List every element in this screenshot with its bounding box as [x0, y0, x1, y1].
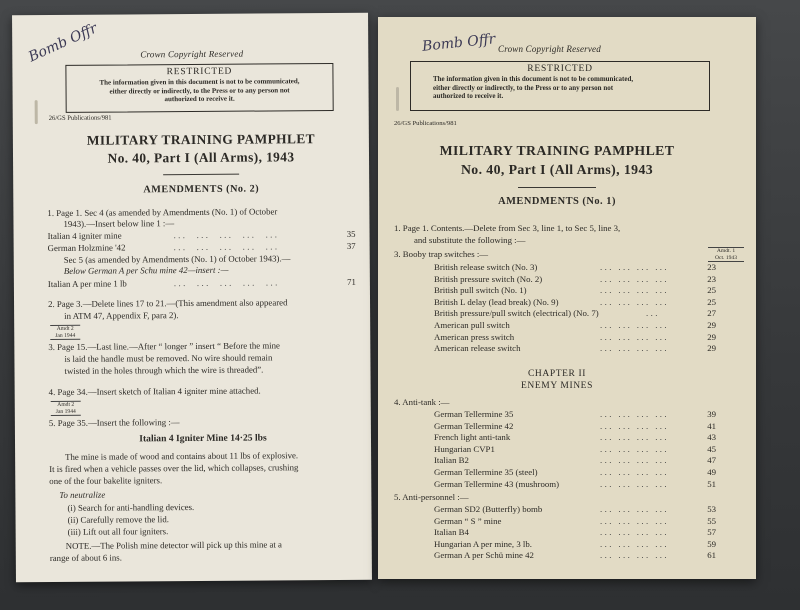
page-number: 35 — [346, 228, 356, 239]
amendments-heading: AMENDMENTS (No. 2) — [143, 183, 260, 196]
restricted-text-line: authorized to receive it. — [164, 94, 235, 104]
dot-leader: ... ... ... ... — [600, 331, 669, 342]
contents-entry: American release switch — [434, 343, 521, 354]
amendment-line: twisted in the holes through which the wire is threaded”. — [64, 364, 264, 376]
amendment-line: Sec 5 (as amended by Amendments (No. 1) of October 1943).— — [63, 253, 291, 265]
contents-entry: British release switch (No. 3) — [434, 262, 538, 272]
section-heading: 4. Anti-tank :— — [394, 397, 450, 407]
stamp-date: Jan 1944 — [55, 408, 76, 415]
document-title: MILITARY TRAINING PAMPHLET — [86, 131, 316, 148]
amendment-line: 3. Page 15.—Last line.—After “ longer ” insert “ Before the mine — [48, 340, 280, 353]
contents-entry: American press switch — [434, 331, 515, 342]
restricted-text-line: The information given in this document is not to be communicated, — [99, 77, 300, 87]
pamphlet-amendments-2 — [12, 13, 372, 582]
contents-entry: British pressure switch (No. 2) — [434, 273, 543, 284]
restricted-text-line: either directly or indirectly, to the Press or to any person not — [433, 83, 614, 92]
dot-leader: ... ... ... ... ... — [173, 229, 280, 241]
contents-entry: German “ S ” mine — [434, 515, 502, 526]
document-subtitle: No. 40, Part I (All Arms), 1943 — [107, 149, 295, 166]
dot-leader: ... ... ... ... — [600, 343, 669, 354]
section-heading: 5. Anti-personnel :— — [394, 492, 469, 502]
body-text: It is fired when a vehicle passes over the lid, which collapses, crushing — [49, 462, 299, 475]
step-item: (iii) Lift out all four igniters. — [67, 526, 169, 537]
amendment-line: is laid the handle must be removed. No wire should remain — [64, 352, 273, 364]
contents-entry: German Tellermine 43 (mushroom) — [434, 478, 560, 489]
amendment-line: 1. Page 1. Contents.—Delete from Sec 3, line 1, to Sec 5, line 3, — [394, 223, 621, 233]
dot-leader: ... — [646, 308, 660, 319]
dot-leader: ... ... ... ... — [600, 420, 669, 431]
page-number: 51 — [707, 478, 716, 489]
amendment-line: 1. Page 1. Sec 4 (as amended by Amendments (No. 1) of October — [47, 206, 278, 219]
page-number: 27 — [707, 308, 716, 319]
step-item: (i) Search for anti-handling devices. — [67, 501, 195, 513]
amendments-heading: AMENDMENTS (No. 1) — [498, 196, 616, 207]
dot-leader: ... ... ... ... ... — [173, 277, 280, 289]
restricted-notice — [65, 63, 333, 113]
dot-leader: ... ... ... ... ... — [173, 241, 280, 253]
page-number: 61 — [707, 550, 716, 561]
restricted-title: RESTRICTED — [166, 66, 233, 78]
publication-number: 26/GS Publications/981 — [394, 120, 457, 127]
contents-entry: British pull switch (No. 1) — [434, 285, 527, 296]
mine-heading: Italian 4 Igniter Mine 14·25 lbs — [139, 432, 267, 445]
amendment-line: 2. Page 3.—Delete lines 17 to 21.—(This amendment also appeared — [48, 297, 288, 310]
amendment-line: 4. Page 34.—Insert sketch of Italian 4 igniter mine attached. — [48, 385, 261, 398]
page-number: 45 — [707, 443, 716, 454]
dot-leader: ... ... ... ... — [600, 467, 669, 477]
page-number: 23 — [707, 273, 716, 284]
staple-mark — [35, 100, 38, 124]
page-number: 71 — [347, 276, 356, 287]
page-number: 25 — [707, 285, 716, 296]
contents-entry: French light anti-tank — [434, 432, 511, 443]
restricted-notice — [410, 61, 710, 111]
amendment-line: and substitute the following :— — [414, 235, 526, 245]
note-text: range of about 6 ins. — [49, 552, 122, 563]
amendment-line: 5. Page 35.—Insert the following :— — [48, 417, 180, 429]
page-number: 49 — [707, 467, 716, 477]
dot-leader: ... ... ... ... — [600, 478, 669, 489]
handwritten-note: Bomb Offr — [26, 20, 100, 66]
dot-leader: ... ... ... ... — [600, 515, 669, 526]
contents-entry: Hungarian A per mine, 3 lb. — [434, 538, 532, 549]
body-text: The mine is made of wood and contains about 11 lbs of explosive. — [65, 450, 299, 462]
section-heading: 3. Booby trap switches :— — [394, 249, 489, 259]
divider — [163, 174, 239, 176]
page-number: 53 — [707, 504, 716, 514]
dot-leader: ... ... ... ... — [600, 527, 669, 538]
amendment-line: 1943).—Insert below line 1 :— — [63, 218, 175, 229]
dot-leader: ... ... ... ... — [600, 550, 669, 561]
page-number: 59 — [707, 538, 716, 549]
page-number: 37 — [346, 240, 356, 251]
stamp-date: Oct. 1943 — [714, 254, 738, 261]
mine-entry: Italian 4 igniter mine — [47, 230, 122, 242]
dot-leader: ... ... ... ... — [600, 455, 669, 466]
step-item: (ii) Carefully remove the lid. — [67, 514, 169, 525]
restricted-text-line: either directly or indirectly, to the Press or to any person not — [109, 85, 290, 96]
mine-entry: German Holzmine '42 — [47, 242, 126, 254]
amendment-line: in ATM 47, Appendix F, para 2). — [64, 310, 179, 321]
document-subtitle: No. 40, Part I (All Arms), 1943 — [460, 162, 654, 177]
page-number: 55 — [707, 515, 716, 526]
restricted-text-line: The information given in this document is not to be communicated, — [433, 75, 634, 83]
contents-entry: Italian B4 — [434, 527, 469, 538]
dot-leader: ... ... ... ... — [600, 285, 669, 296]
amendment-stamp — [51, 401, 81, 416]
publication-number: 26/GS Publications/981 — [48, 114, 112, 122]
page-number: 57 — [707, 527, 716, 538]
contents-entry: German Tellermine 35 (steel) — [434, 467, 538, 477]
pamphlet-amendments-1 — [378, 17, 756, 579]
dot-leader: ... ... ... ... — [600, 504, 669, 514]
restricted-title: RESTRICTED — [527, 64, 593, 74]
chapter-title: ENEMY MINES — [521, 381, 593, 391]
contents-entry: British pressure/pull switch (electrical) (No. 7) — [434, 308, 599, 319]
body-text: one of the four bakelite igniters. — [49, 475, 163, 487]
dot-leader: ... ... ... ... — [600, 538, 669, 549]
chapter-number: CHAPTER II — [528, 369, 586, 379]
subheading: To neutralize — [59, 489, 106, 500]
page-number: 39 — [707, 409, 716, 419]
contents-entry: British L delay (lead break) (No. 9) — [434, 296, 559, 307]
dot-leader: ... ... ... ... — [600, 296, 669, 307]
amendment-stamp — [50, 325, 80, 340]
restricted-text-line: authorized to receive it. — [433, 92, 504, 101]
contents-entry: Italian B2 — [434, 455, 469, 466]
dot-leader: ... ... ... ... — [600, 320, 669, 330]
contents-entry: German Tellermine 35 — [434, 409, 514, 419]
dot-leader: ... ... ... ... — [600, 273, 669, 284]
page-number: 29 — [707, 320, 716, 330]
contents-entry: American pull switch — [434, 320, 510, 330]
note-text: NOTE.—The Polish mine detector will pick up this mine at a — [65, 539, 282, 551]
stamp-date: Jan 1944 — [55, 332, 76, 339]
page-number: 23 — [707, 262, 716, 272]
dot-leader: ... ... ... ... — [600, 262, 669, 272]
stamp-label: Amdt. 1 — [716, 248, 736, 254]
page-number: 29 — [707, 343, 716, 354]
crown-copyright: Crown Copyright Reserved — [498, 44, 601, 54]
amendment-stamp — [708, 247, 744, 262]
crown-copyright: Crown Copyright Reserved — [140, 48, 244, 60]
page-number: 41 — [707, 420, 716, 431]
page-number: 47 — [707, 455, 716, 466]
document-title: MILITARY TRAINING PAMPHLET — [439, 143, 675, 158]
divider — [518, 187, 596, 188]
page-number: 25 — [707, 296, 716, 307]
dot-leader: ... ... ... ... — [600, 432, 669, 443]
stamp-label: Amdt 2 — [56, 325, 74, 332]
handwritten-note: Bomb Offr — [421, 31, 497, 55]
contents-entry: German A per Schü mine 42 — [434, 550, 534, 561]
contents-entry: German SD2 (Butterfly) bomb — [434, 504, 543, 514]
contents-entry: Hungarian CVP1 — [434, 443, 495, 454]
contents-entry: German Tellermine 42 — [434, 420, 514, 431]
page-number: 43 — [707, 432, 716, 443]
amendment-line: Below German A per Schu mine 42—insert :— — [63, 264, 229, 276]
page-number: 29 — [707, 331, 716, 342]
dot-leader: ... ... ... ... — [600, 409, 669, 419]
mine-entry: Italian A per mine 1 lb — [47, 278, 127, 290]
dot-leader: ... ... ... ... — [600, 443, 669, 454]
staple-mark — [396, 87, 399, 111]
stamp-label: Amdt 2 — [57, 401, 75, 408]
